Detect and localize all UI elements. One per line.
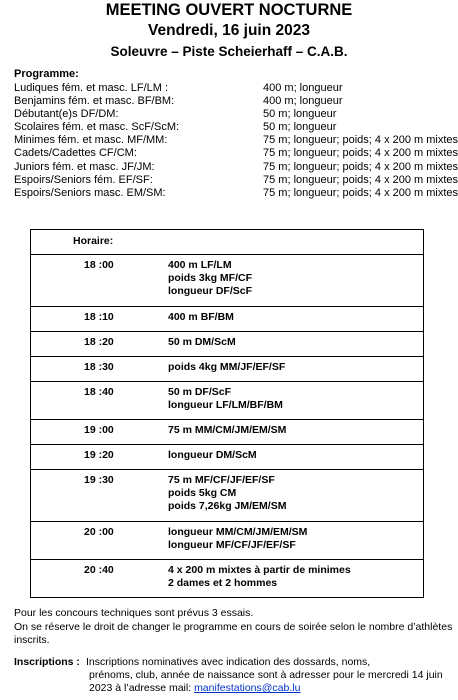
programme-row [14, 187, 458, 200]
horaire-row [31, 522, 424, 560]
horaire-event: 4 x 200 m mixtes à partir de minimes [168, 564, 351, 576]
programme-category: Espoirs/Seniors fém. EF/SF: [14, 173, 153, 186]
horaire-heading: Horaire: [31, 230, 424, 255]
horaire-table [30, 229, 424, 598]
horaire-events [162, 307, 424, 332]
programme-row [14, 134, 458, 147]
inscriptions-line-1: Inscriptions nominatives avec indication des dossards, noms, [86, 656, 371, 668]
programme-events: 75 m; longueur; poids; 4 x 200 m mixtes [263, 173, 458, 186]
horaire-events [162, 420, 424, 445]
horaire-events [162, 357, 424, 382]
horaire-event: longueur DM/ScM [168, 449, 257, 461]
meeting-date: Vendredi, 16 juin 2023 [148, 22, 310, 39]
horaire-event: poids 4kg MM/JF/EF/SF [168, 361, 286, 373]
horaire-events [162, 522, 424, 560]
note-reserve: On se réserve le droit de changer le programme en cours de soirée selon le nombre d’athlètes inscrits. [14, 621, 453, 647]
horaire-event: 2 dames et 2 hommes [168, 577, 278, 589]
programme-events: 50 m; longueur [263, 121, 337, 134]
horaire-time: 18 :30 [31, 357, 163, 382]
horaire-event: poids 5kg CM [168, 487, 237, 499]
horaire-row [31, 255, 424, 307]
horaire-row [31, 445, 424, 470]
horaire-time: 18 :40 [31, 382, 163, 420]
horaire-event: 75 m MF/CF/JF/EF/SF [168, 474, 275, 486]
horaire-events [162, 255, 424, 307]
inscriptions-line-2-text: prénoms, club, année de naissance sont à adresser pour le mercredi 14 juin 2023 à l’adresse mail: [89, 669, 443, 694]
horaire-event: 400 m BF/BM [168, 311, 234, 323]
programme-events: 75 m; longueur; poids; 4 x 200 m mixtes [263, 186, 458, 199]
inscriptions-label: Inscriptions : [14, 656, 80, 668]
programme-events: 400 m; longueur [263, 95, 343, 108]
programme-events: 400 m; longueur [263, 82, 343, 94]
horaire-header-row [31, 230, 424, 255]
programme-events: 75 m; longueur; poids; 4 x 200 m mixtes [263, 147, 458, 160]
horaire-event: 50 m DF/ScF [168, 386, 232, 398]
programme-events: 75 m; longueur; poids; 4 x 200 m mixtes [263, 134, 458, 147]
horaire-events [162, 560, 424, 598]
programme-category: Minimes fém. et masc. MF/MM: [14, 134, 168, 147]
horaire-time: 18 :10 [31, 307, 163, 332]
programme-row [14, 147, 458, 160]
programme-row [14, 174, 458, 187]
horaire-event: 400 m LF/LM [168, 259, 232, 271]
programme-category: Scolaires fém. et masc. ScF/ScM: [14, 121, 180, 134]
horaire-time: 18 :20 [31, 332, 163, 357]
email-link[interactable]: manifestations@cab.lu [194, 682, 301, 694]
programme-category: Espoirs/Seniors masc. EM/SM: [14, 186, 166, 199]
horaire-time: 18 :00 [31, 255, 163, 307]
horaire-events [162, 382, 424, 420]
note-essais: Pour les concours techniques sont prévus 3 essais. [14, 607, 254, 619]
programme-row [14, 121, 458, 134]
horaire-events [162, 445, 424, 470]
horaire-event: longueur MF/CF/JF/EF/SF [168, 539, 296, 551]
horaire-row [31, 420, 424, 445]
programme-category: Cadets/Cadettes CF/CM: [14, 147, 137, 160]
programme-category: Juniors fém. et masc. JF/JM: [14, 160, 155, 173]
programme-category: Débutant(e)s DF/DM: [14, 108, 119, 121]
horaire-row [31, 357, 424, 382]
programme-row [14, 108, 458, 121]
horaire-row [31, 382, 424, 420]
meeting-title: MEETING OUVERT NOCTURNE [105, 1, 353, 19]
horaire-row [31, 560, 424, 598]
programme-row [14, 161, 458, 174]
horaire-row [31, 307, 424, 332]
programme-heading: Programme: [14, 68, 79, 80]
programme-events: 75 m; longueur; poids; 4 x 200 m mixtes [263, 160, 458, 173]
programme-category: Benjamins fém. et masc. BF/BM: [14, 95, 175, 108]
horaire-time: 19 :00 [31, 420, 163, 445]
meeting-location: Soleuvre – Piste Scheierhaff – C.A.B. [110, 44, 348, 59]
horaire-event: poids 7,26kg JM/EM/SM [168, 500, 287, 512]
programme-category: Ludiques fém. et masc. LF/LM : [14, 82, 169, 94]
programme-events: 50 m; longueur [263, 108, 337, 121]
horaire-event: longueur LF/LM/BF/BM [168, 399, 283, 411]
programme-row [14, 95, 458, 108]
horaire-row [31, 470, 424, 522]
horaire-event: poids 3kg MF/CF [168, 272, 252, 284]
horaire-time: 19 :20 [31, 445, 163, 470]
horaire-events [162, 332, 424, 357]
inscriptions-text [86, 656, 458, 695]
horaire-time: 20 :00 [31, 522, 163, 560]
programme-row [14, 82, 458, 95]
horaire-row [31, 332, 424, 357]
horaire-event: 50 m DM/ScM [168, 336, 236, 348]
inscriptions-line-2 [86, 669, 458, 695]
horaire-event: longueur MM/CM/JM/EM/SM [168, 526, 308, 538]
horaire-time: 20 :40 [31, 560, 163, 598]
horaire-time: 19 :30 [31, 470, 163, 522]
horaire-event: 75 m MM/CM/JM/EM/SM [168, 424, 287, 436]
horaire-events [162, 470, 424, 522]
programme-list [14, 82, 458, 200]
horaire-event: longueur DF/ScF [168, 285, 252, 297]
